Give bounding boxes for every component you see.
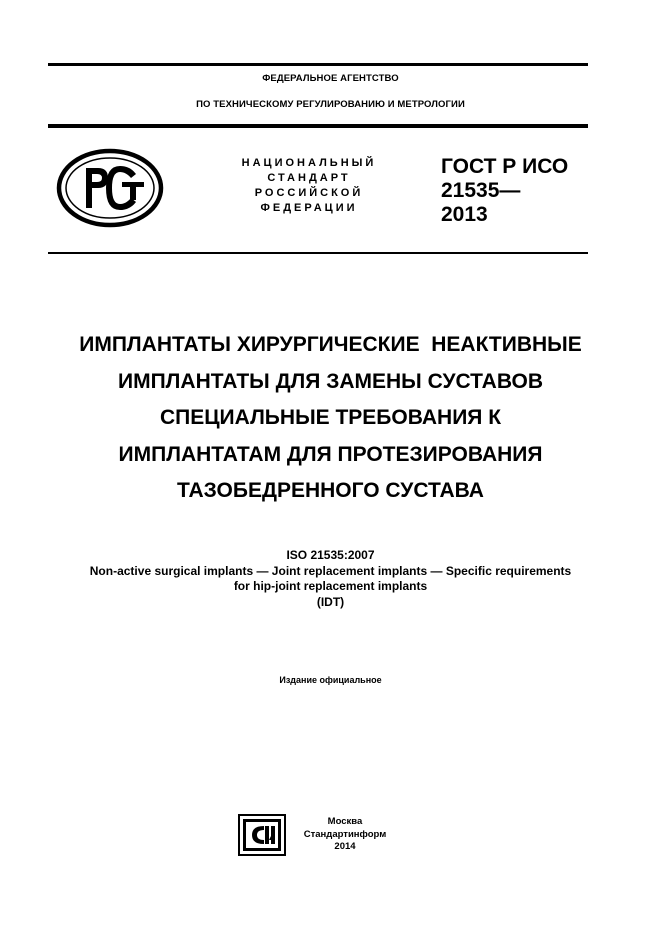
edition-label: Издание официальное: [279, 675, 382, 685]
national-line-4: ФЕДЕРАЦИИ: [260, 202, 358, 214]
national-line-3: РОССИЙСКОЙ: [254, 187, 364, 199]
document-title: [0, 327, 661, 510]
title-line-2: ИМПЛАНТАТЫ ДЛЯ ЗАМЕНЫ СУСТАВОВ: [117, 369, 543, 393]
standard-block-rule: [48, 252, 588, 254]
top-rule: [48, 63, 588, 66]
title-line-1: ИМПЛАНТАТЫ ХИРУРГИЧЕСКИЕ НЕАКТИВНЫЕ: [79, 333, 582, 356]
publisher-city: Москва: [327, 816, 363, 827]
agency-name-line1: ФЕДЕРАЛЬНОЕ АГЕНТСТВО: [262, 73, 399, 84]
publisher-info: [293, 816, 397, 854]
title-line-4: ИМПЛАНТАТАМ ДЛЯ ПРОТЕЗИРОВАНИЯ: [118, 442, 543, 466]
header-thick-rule: [48, 124, 588, 128]
agency-name-line2: ПО ТЕХНИЧЕСКОМУ РЕГУЛИРОВАНИЮ И МЕТРОЛОГИИ: [196, 99, 465, 110]
gost-line-3: 2013: [441, 203, 488, 226]
title-line-3: СПЕЦИАЛЬНЫЕ ТРЕБОВАНИЯ К: [159, 406, 502, 429]
iso-title-line-1: Non-active surgical implants — Joint replacement implants — Specific requirements: [89, 563, 572, 578]
iso-code: ISO 21535:2007: [286, 548, 375, 562]
gost-line-2: 21535—: [441, 179, 521, 202]
title-line-5: ТАЗОБЕДРЕННОГО СУСТАВА: [177, 479, 484, 502]
publication-year: 2014: [334, 841, 356, 852]
gost-number: [441, 155, 611, 227]
national-line-2: СТАНДАРТ: [267, 172, 351, 184]
iso-reference: [0, 548, 661, 610]
standartinform-logo-icon: [238, 814, 286, 856]
gost-line-1: ГОСТ Р ИСО: [441, 155, 569, 178]
national-standard-label: [220, 156, 398, 216]
publisher-name: Стандартинформ: [303, 828, 387, 840]
iso-title-line-2: for hip-joint replacement implants: [233, 579, 428, 593]
national-line-1: НАЦИОНАЛЬНЫЙ: [241, 157, 377, 169]
iso-equivalence: (IDT): [316, 594, 345, 609]
rst-logo-icon: [56, 148, 164, 228]
